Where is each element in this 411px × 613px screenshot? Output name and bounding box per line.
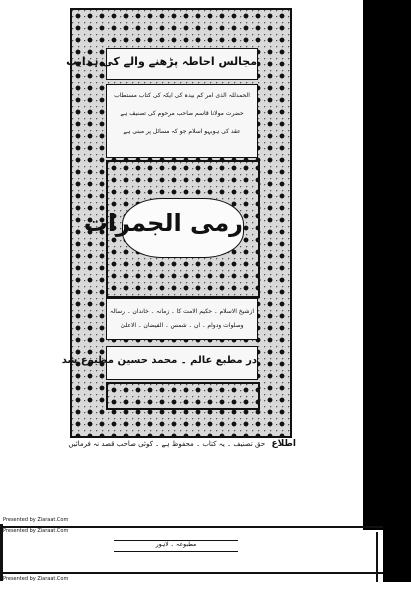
body-line-3: عقد کی ہوبہو اسلام جو کہ مسائل پر مبنی ہے <box>123 128 241 135</box>
header-panel <box>66 48 258 80</box>
title-ornament-band <box>83 160 260 298</box>
press-panel <box>61 346 258 380</box>
notice-text: حق تصنیف ۔ یہ کتاب ۔ محفوظ ہے ۔ کوئی صاحب قصد نہ فرمائیں <box>68 440 266 448</box>
info-line-2: وصلوات ودوام ۔ ان ۔ شمس ۔ الفیضان ۔ الاعلیٰ <box>120 322 244 329</box>
notice-lead: اطلاع <box>271 439 296 449</box>
scan-margin-right-lower <box>383 530 411 582</box>
title-page-scan <box>61 8 292 438</box>
press-line: در مطبع عالم ۔ محمد حسین مطبوع شد <box>61 355 257 366</box>
bottom-ornament-band <box>106 382 260 410</box>
body-line-2: حضرت مولانا قاسم صاحب مرحوم کی تصنیف ہے <box>120 110 244 117</box>
scan-margin-right <box>363 0 411 530</box>
body-line-1: الحمدللہ الذی امر کم بیدہ کی ایکہ کی کتاب مستطاب <box>114 92 250 99</box>
author-info-block <box>106 298 258 340</box>
book-title: رمی الجمرات <box>83 209 243 237</box>
presented-by-label-2: Presented by Ziaraat.Com <box>3 528 69 534</box>
intro-text-block <box>106 84 258 158</box>
info-line-1: ازشیخ الاسلام ۔ حکیم الامت کا ۔ زمانہ ۔ خاندان ۔ رسالہ <box>109 308 255 315</box>
footer-strip <box>114 540 238 552</box>
divider-line-2 <box>0 572 383 574</box>
header-title: مجالس احاطہ پڑھنے والے کی ہدایت <box>66 55 257 68</box>
presented-by-label-1: Presented by Ziaraat.Com <box>3 517 69 523</box>
footer-line: مطبوعہ ۔ لاہور <box>155 541 197 548</box>
presented-by-label-3: Presented by Ziaraat.Com <box>3 576 69 582</box>
ornamental-border <box>61 8 292 438</box>
right-rule <box>376 532 378 582</box>
title-cartouche <box>83 198 244 258</box>
copyright-notice <box>68 439 296 451</box>
